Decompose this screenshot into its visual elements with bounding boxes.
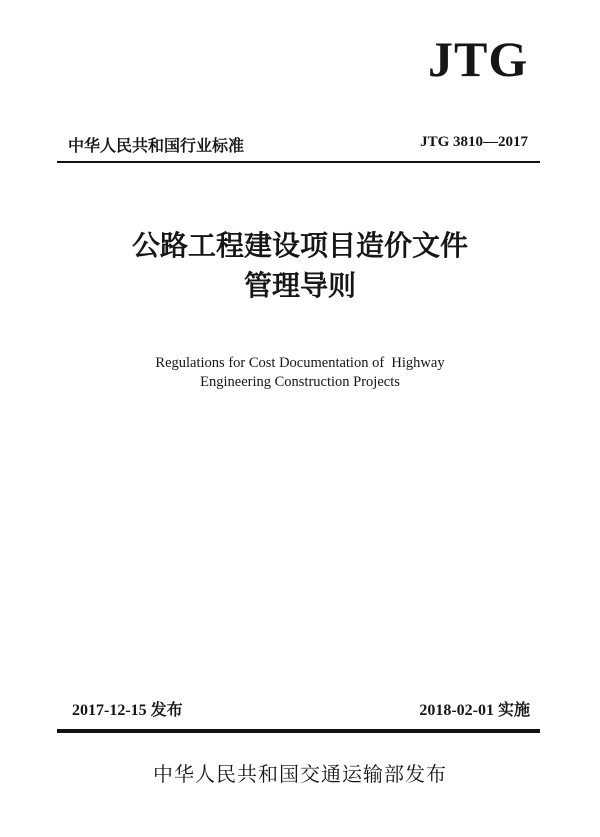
standard-category: 中华人民共和国行业标准 [68, 136, 245, 155]
title-line-1: 公路工程建设项目造价文件 [131, 229, 468, 262]
english-title-line-2: Engineering Construction Projects [200, 374, 400, 390]
footer-divider [57, 729, 540, 733]
jtg-logo: JTG [428, 31, 529, 87]
title-line-2: 管理导则 [243, 269, 356, 302]
english-title-line-1: Regulations for Cost Documentation of Highway [155, 355, 445, 371]
implementation-date: 2018-02-01 实施 [419, 702, 530, 719]
issue-date: 2017-12-15 发布 [72, 702, 183, 719]
standard-number: JTG 3810—2017 [420, 134, 528, 150]
document-title [0, 226, 600, 306]
english-title [0, 354, 600, 392]
header-divider [57, 161, 540, 163]
publisher: 中华人民共和国交通运输部发布 [153, 762, 447, 786]
